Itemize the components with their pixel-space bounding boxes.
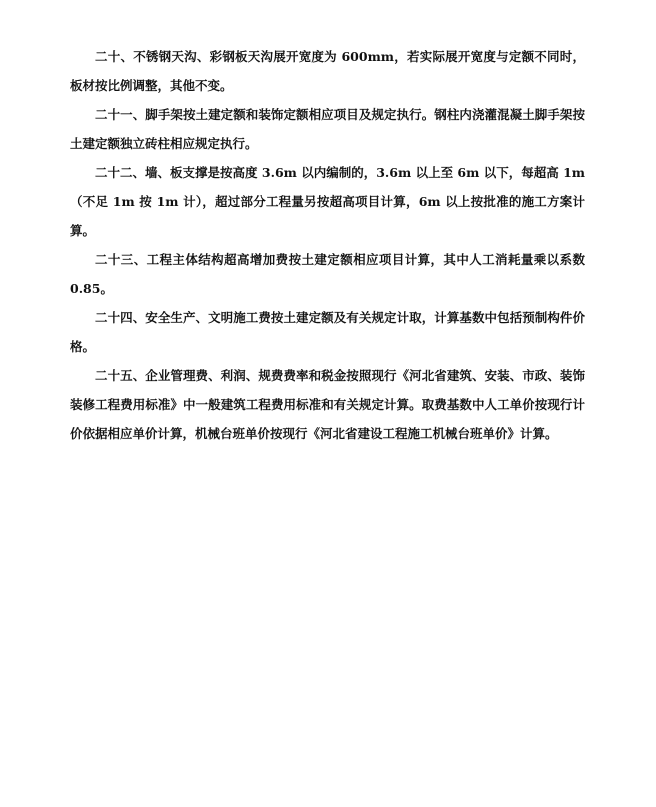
paragraph-24: 二十四、安全生产、文明施工费按土建定额及有关规定计取，计算基数中包括预制构件价格。 xyxy=(70,310,585,354)
paragraph-23: 二十三、工程主体结构超高增加费按土建定额相应项目计算，其中人工消耗量乘以系数 0.85。 xyxy=(70,252,585,296)
paragraph-22: 二十二、墙、板支撑是按高度 3.6m 以内编制的，3.6m 以上至 6m 以下，每超高 1m（不足 1m 按 1m 计），超过部分工程量另按超高项目计算，6m 以上按批准的施工方案计算。 xyxy=(70,165,585,238)
paragraph-25: 二十五、企业管理费、利润、规费费率和税金按照现行《河北省建筑、安装、市政、装饰装修工程费用标准》中一般建筑工程费用标准和有关规定计算。取费基数中人工单价按现行计价依据相应单价计算，机械台班单价按现行《河北省建设工程施工机械台班单价》计算。 xyxy=(70,368,585,441)
document-body xyxy=(70,42,585,448)
paragraph-20: 二十、不锈钢天沟、彩钢板天沟展开宽度为 600mm，若实际展开宽度与定额不同时，板材按比例调整，其他不变。 xyxy=(70,49,585,93)
paragraph-21: 二十一、脚手架按土建定额和装饰定额相应项目及规定执行。钢柱内浇灌混凝土脚手架按土建定额独立砖柱相应规定执行。 xyxy=(70,107,585,151)
